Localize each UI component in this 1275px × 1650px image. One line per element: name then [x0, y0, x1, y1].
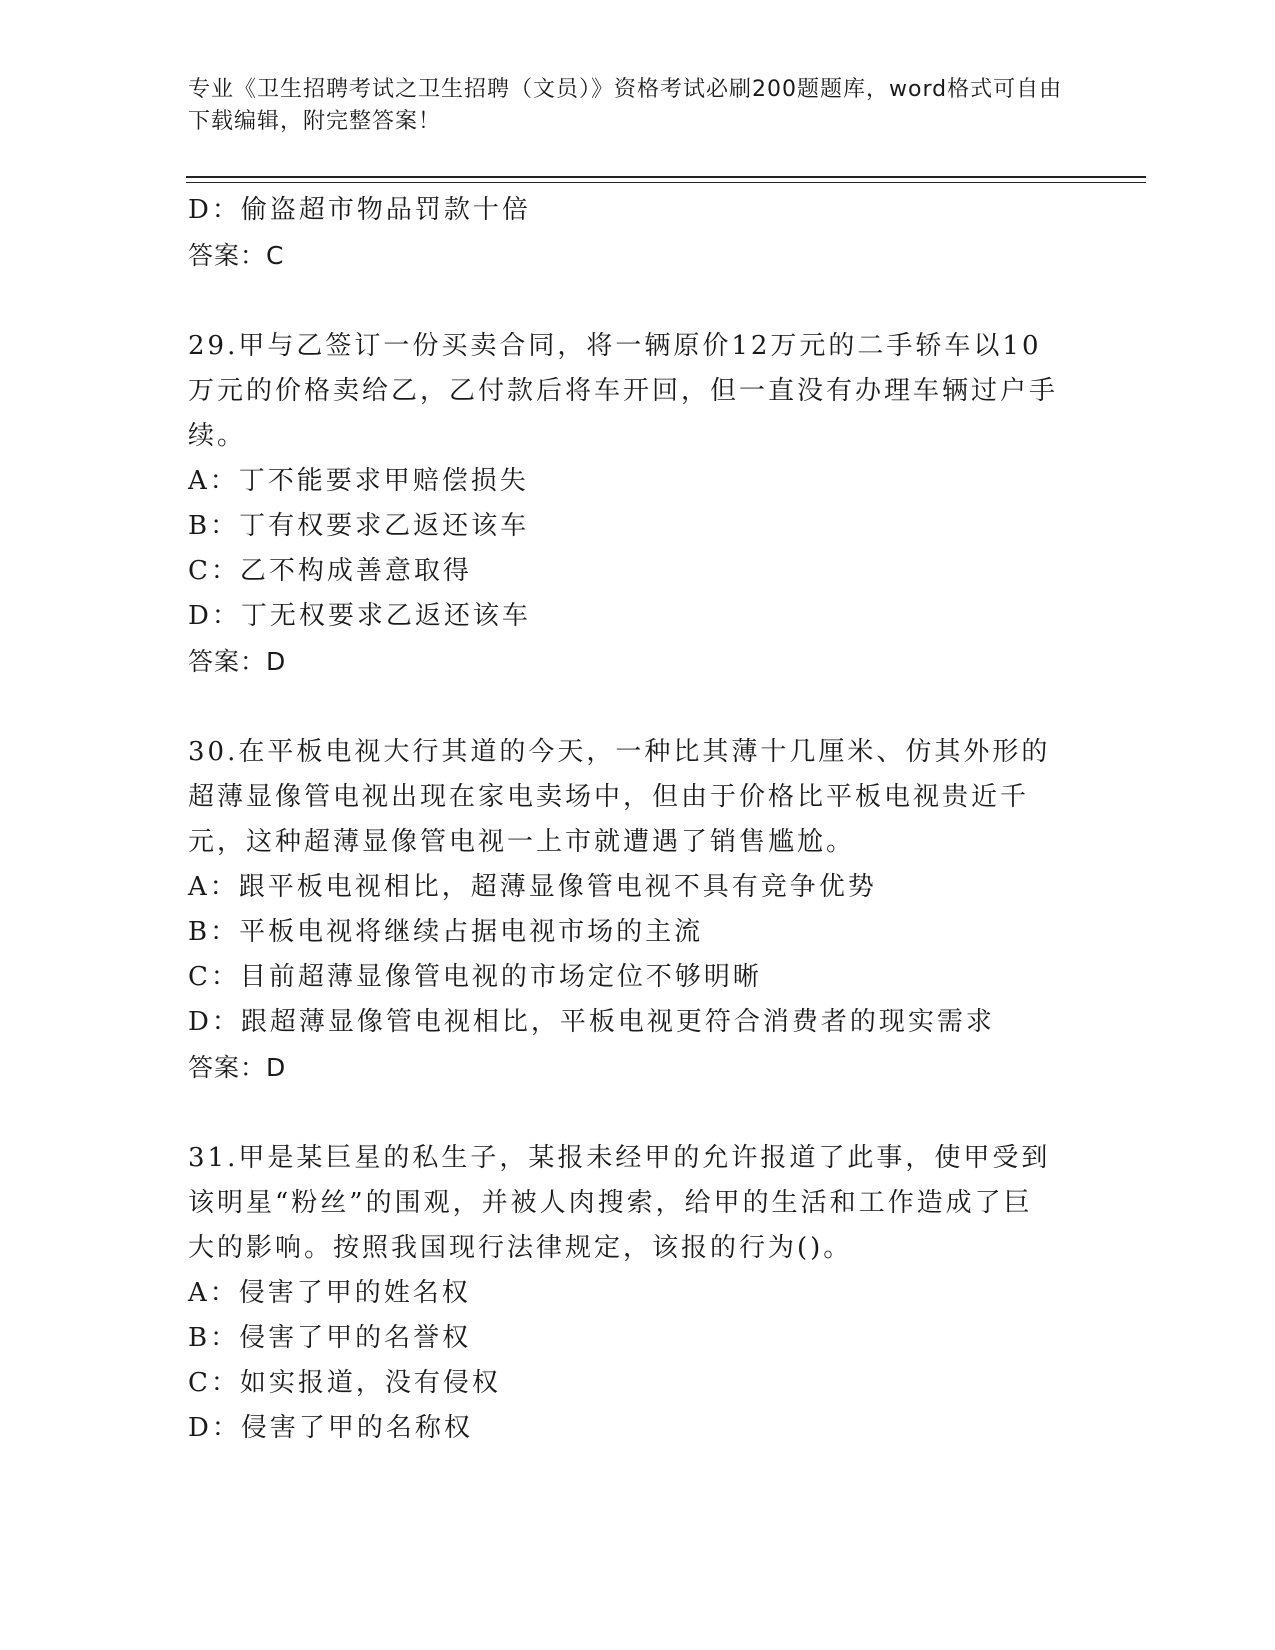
option-a: A：丁不能要求甲赔偿损失 — [188, 466, 529, 496]
option-a: A：跟平板电视相比，超薄显像管电视不具有竞争优势 — [188, 872, 877, 902]
question-30 — [188, 730, 1088, 1090]
option-b: B：丁有权要求乙返还该车 — [188, 511, 530, 541]
page-header: 专业《卫生招聘考试之卫生招聘（文员）》资格考试必刷200题题库，word格式可自由下载编辑，附完整答案！ — [188, 77, 1063, 134]
option-c: C：乙不构成善意取得 — [188, 556, 472, 586]
header-rule-thin — [186, 182, 1146, 183]
header-rule-thick — [186, 176, 1146, 178]
option-d: D：跟超薄显像管电视相比，平板电视更符合消费者的现实需求 — [188, 1007, 995, 1037]
option-b: B：平板电视将继续占据电视市场的主流 — [188, 917, 704, 947]
answer: 答案：D — [188, 1053, 287, 1082]
option-d: D：丁无权要求乙返还该车 — [188, 601, 531, 631]
answer: 答案：C — [188, 241, 285, 270]
option-c: C：目前超薄显像管电视的市场定位不够明晰 — [188, 962, 762, 992]
question-content — [188, 188, 1088, 1451]
option-b: B：侵害了甲的名誉权 — [188, 1323, 472, 1353]
option-d: D：侵害了甲的名称权 — [188, 1413, 473, 1443]
option-a: A：侵害了甲的姓名权 — [188, 1278, 471, 1308]
question-stem: 31.甲是某巨星的私生子，某报未经甲的允许报道了此事，使甲受到该明星“粉丝”的围观，并被人肉搜索，给甲的生活和工作造成了巨大的影响。按照我国现行法律规定，该报的行为()。 — [188, 1143, 1051, 1263]
answer: 答案：D — [188, 647, 287, 676]
option-d: D：偷盗超市物品罚款十倍 — [188, 195, 531, 225]
question-31 — [188, 1136, 1088, 1451]
question-stem: 30.在平板电视大行其道的今天，一种比其薄十几厘米、仿其外形的超薄显像管电视出现在家电卖场中，但由于价格比平板电视贵近千元，这种超薄显像管电视一上市就遭遇了销售尴尬。 — [188, 737, 1051, 857]
question-29 — [188, 324, 1088, 684]
question-stem: 29.甲与乙签订一份买卖合同，将一辆原价12万元的二手轿车以10万元的价格卖给乙，乙付款后将车开回，但一直没有办理车辆过户手续。 — [188, 331, 1059, 451]
option-c: C：如实报道，没有侵权 — [188, 1368, 501, 1398]
